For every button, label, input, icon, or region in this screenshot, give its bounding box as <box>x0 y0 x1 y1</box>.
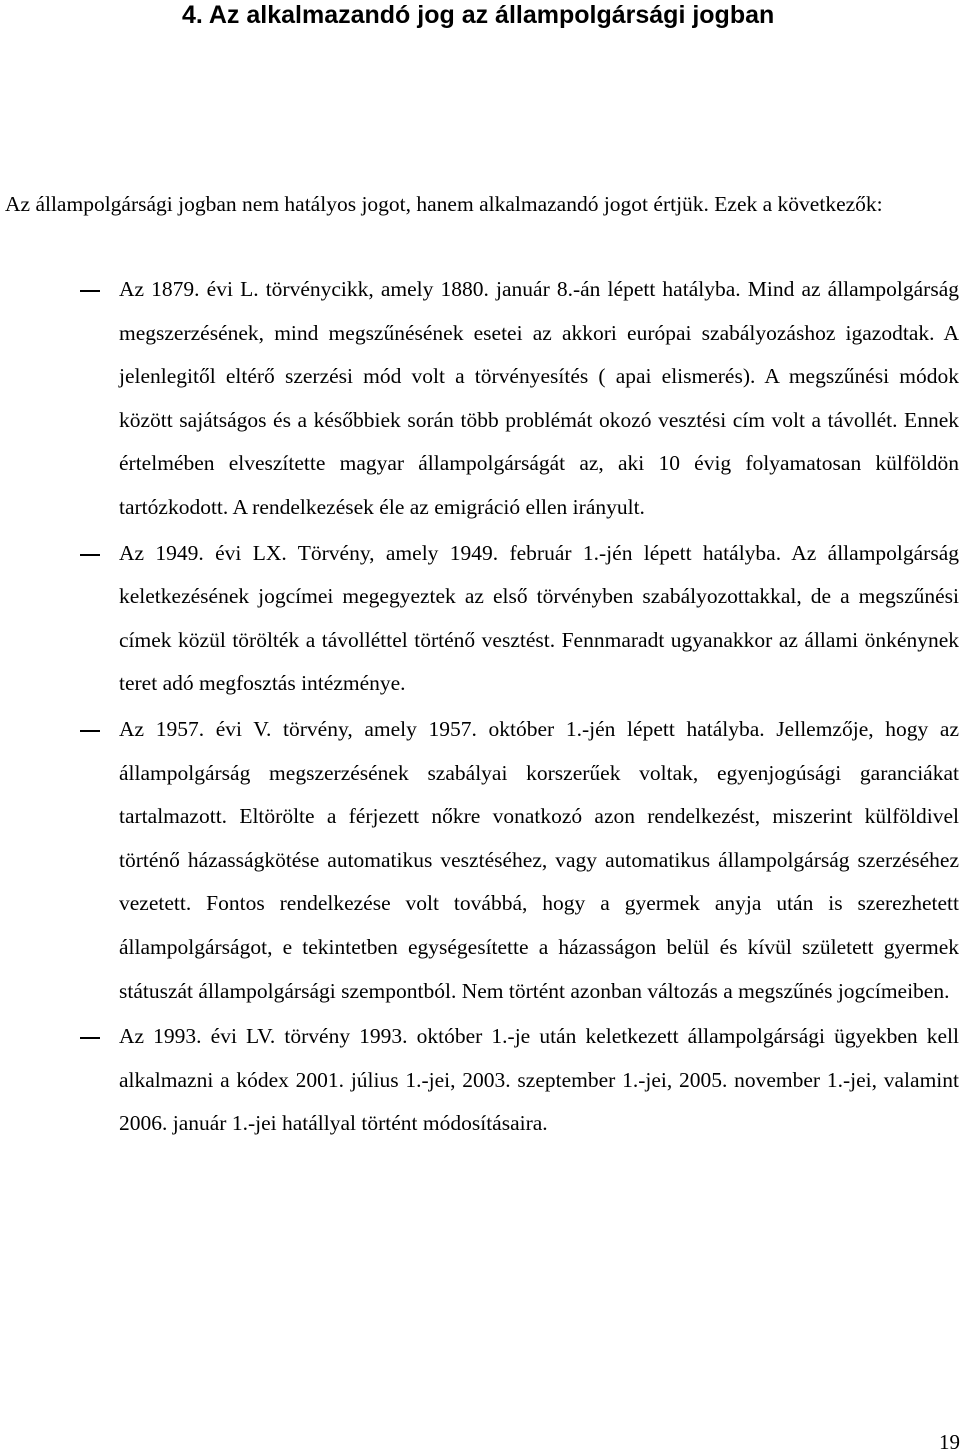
page-number: 19 <box>939 1430 960 1454</box>
list-item-1949 <box>0 532 959 706</box>
section-heading: 4. Az alkalmazandó jog az állampolgársági jogban <box>182 1 775 29</box>
list-item-text: Az 1957. évi V. törvény, amely 1957. október 1.-jén lépett hatályba. Jellemzője, hogy az állampolgárság megszerzésének szabályai korszerűek voltak, egyenjogúsági garanciákat tartalmazott. Eltörölte a férjezett nőkre vonatkozó azon rendelkezést, miszerint külföldivel történő házasságkötése automatikus vesztéséhez, vagy automatikus állampolgárság szerzéséhez vezetett. Fontos rendelkezése volt továbbá, hogy a gyermek anyja után is szerezhetett állampolgárságot, e tekintetben egységesítette a házasságon belül és kívül született gyermek státuszát állampolgársági szempontból. Nem történt azonban változás a megszűnés jogcímeiben. <box>119 716 959 1003</box>
dash-bullet-icon <box>80 290 100 292</box>
list-item-text: Az 1879. évi L. törvénycikk, amely 1880. január 8.-án lépett hatályba. Mind az állampolgárság megszerzésének, mind megszűnésének esetei az akkori európai szabályozáshoz igazodtak. A jelenlegitől eltérő szerzési mód volt a törvényesítés ( apai elismerés). A megszűnési módok között sajátságos és a későbbiek során több problémát okozó vesztési cím volt a távollét. Ennek értelmében elveszítette magyar állampolgárságát az, aki 10 évig folyamatosan külföldön tartózkodott. A rendelkezések éle az emigráció ellen irányult. <box>119 277 959 519</box>
list-item-1957 <box>0 708 959 1013</box>
dash-bullet-icon <box>80 554 100 556</box>
intro-paragraph: Az állampolgársági jogban nem hatályos jogot, hanem alkalmazandó jogot értjük. Ezek a következők: <box>5 192 883 216</box>
dash-bullet-icon <box>80 730 100 732</box>
dash-bullet-icon <box>80 1037 100 1039</box>
list-item-text: Az 1993. évi LV. törvény 1993. október 1.-je után keletkezett állampolgársági ügyekben kell alkalmazni a kódex 2001. július 1.-jei, 2003. szeptember 1.-jei, 2005. november 1.-jei, valamint 2006. január 1.-jei hatállyal történt módosításaira. <box>119 1024 959 1136</box>
law-list <box>0 268 960 1148</box>
list-item-1993 <box>0 1015 959 1146</box>
list-item-1879 <box>0 268 959 530</box>
list-item-text: Az 1949. évi LX. Törvény, amely 1949. február 1.-jén lépett hatályba. Az állampolgárság keletkezésének jogcímei megegyeztek az első törvényben szabályozottakkal, de a megszűnési címek közül törölték a távolléttel történő vesztést. Fennmaradt ugyanakkor az állami önkénynek teret adó megfosztás intézménye. <box>119 540 959 696</box>
